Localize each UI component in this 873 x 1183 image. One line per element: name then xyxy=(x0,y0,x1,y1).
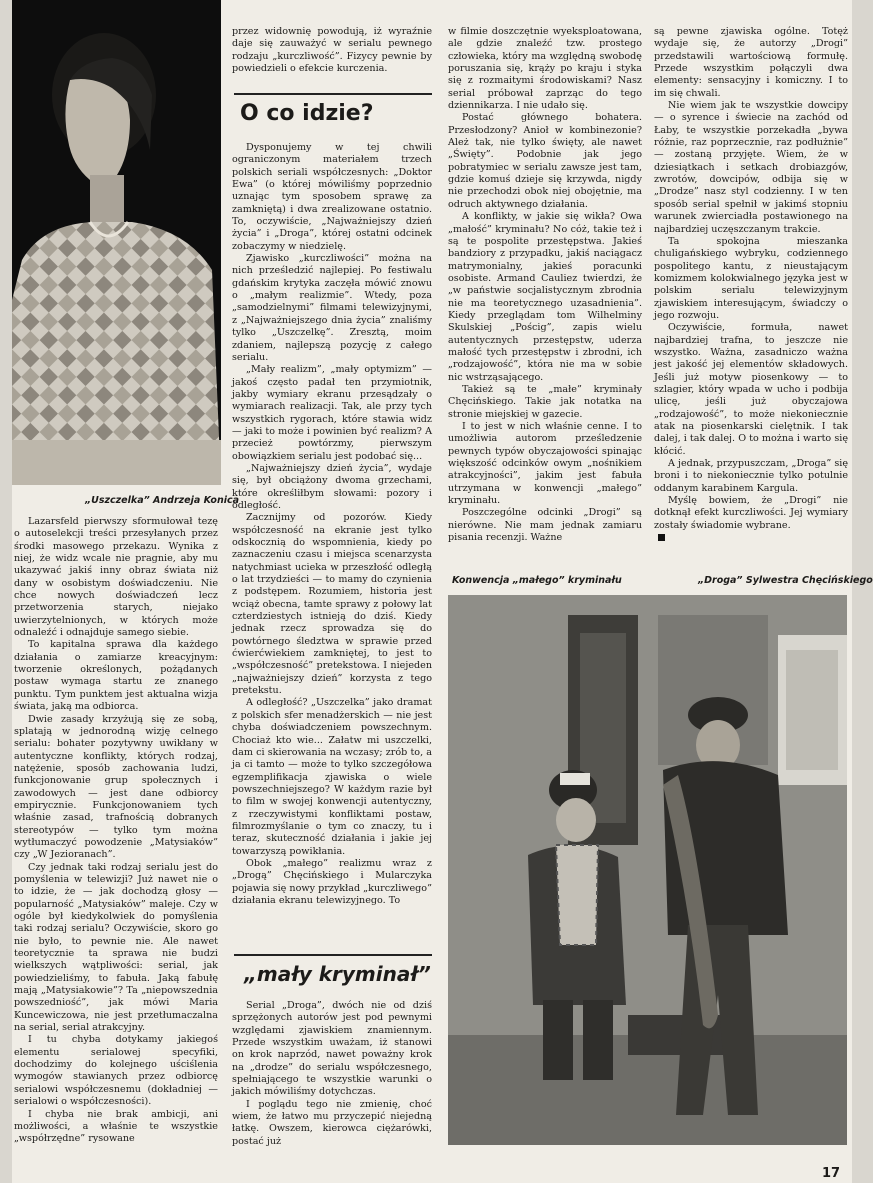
paragraph: Czy jednak taki rodzaj serialu jest do pomyślenia w telewizji? Już nawet nie o to idzie, że — jak dochodzą głosy — popularność „Matysiaków” maleje. Czy w ogóle był kiedykolwiek do pomyślenia taki rodzaj serialu? Oczywiście, skoro go nie było, to pewnie nie. Ale nawet teoretycznie ta sprawa nie budzi wielkszych wątpliwości: serial, jak powiedzieliśmy, to fabuła. Jaką fabułę mają „Matysiakowie”? Ta „niepowszednia powszedniość”, jak mówi Maria Kuncewiczowa, nie jest przetłumaczalna na serial, serial atrakcyjny. xyxy=(14,861,218,1034)
paragraph: „Mały realizm”, „mały optymizm” — jakoś często padał ten przymiotnik, jakby wymiary ekranu przesądzały o wymiarach realizacji. Tak, ale przy tych wszystkich rygorach, które stawia widz — jaki to może i powinien być realizm? A przecież powtórzmy, pierwszym obowiązkiem serialu jest podobać się... xyxy=(232,364,432,462)
paragraph: Ta spokojna mieszanka chuligańskiego wybryku, codziennego pospolitego kantu, z nieustającym komizmem kolokwialnego języka jest w polskim serialu telewizyjnym zjawiskiem interesującym, świadczy o jego rozwoju. xyxy=(654,235,848,321)
woman-portrait-image xyxy=(12,0,221,485)
heading-rule xyxy=(234,93,432,95)
column-4 xyxy=(654,26,848,544)
paragraph: Myślę bowiem, że „Drogi” nie dotknął efekt kurczliwości. Jej wymiary zostały świadomie wybrane. xyxy=(654,495,848,531)
paragraph: Dwie zasady krzyżują się ze sobą, splatają w jednorodną wizję celnego serialu: bohater pozytywny uwikłany w autentyczne konflikty, których rodzaj, natężenie, sposób zachowania ludzi, funkcjonowanie grup społecznych i zawodowych — jest dane odbiorcy empirycznie. Funkcjonowaniem tych właśnie zasad, trafnością dobranych stereotypów — tylko tym można wytłumaczyć powodzenie „Matysiaków” czy „W Jezioranach”. xyxy=(14,713,218,861)
end-of-article-mark xyxy=(658,534,665,541)
paragraph: To kapitalna sprawa dla każdego działania o zamiarze kreacyjnym: tworzenie określonych, pożądanych postaw wymaga startu ze znanego punktu. Tym punktem jest aktualna wizja świata, jaką ma odbiorca. xyxy=(14,639,218,713)
magazine-page xyxy=(12,0,873,1183)
paragraph: A jednak, przypuszczam, „Droga” się broni i to niekoniecznie tylko potulnie oddanym karabinem Kargula. xyxy=(654,458,848,494)
heading-rule xyxy=(234,954,432,956)
caption-droga: „Droga” Sylwestra Chęcińskiego xyxy=(698,575,873,586)
paragraph: Lazarsfeld pierwszy sformułował tezę o autoselekcji treści przesyłanych przez środki masowego przekazu. Wynika z niej, że widz wcale nie pragnie, aby mu ukazywać jakiś inny obraz świata niż dany w osobistym doświadczeniu. Nie chce nowych doświadczeń lecz przetworzenia starych, niejako uwierzytelnionych, w których może odnaleźć i odnajduje samego siebie. xyxy=(14,516,218,639)
paragraph: A konflikty, w jakie się wikła? Owa „małość” kryminału? No cóż, takie też i są te pospolite przestępstwa. Jakieś bandziory z przypadku, jakiś naciągacz matrymonialny, jakieś poracunki osobiste. Armand Cauliez twierdzi, że „w państwie socjalistycznym zbrodnia nie ma teoretycznego uzasadnienia”. Kiedy przeglądam tom Wilhelminy Skulskiej „Pościg”, zapis wielu autentycznych przestępstw, uderza małość tych przestępstw i zbrodni, ich „rodzajowość”, która nie ma w sobie nic wstrząsającego. xyxy=(448,211,642,383)
paragraph: Postać głównego bohatera. Przesłodzony? Anioł w kombinezonie? Ależ tak, nie tylko święty, ale nawet „Święty”. Podobnie jak jego pobratymiec w serialu zawsze jest tam, gdzie komuś dzieje się krzywda, nigdy nie przechodzi obok niej obojętnie, ma odruch aktywnego działania. xyxy=(448,112,642,210)
paragraph: Nie wiem jak te wszystkie dowcipy — o syrence i świecie na zachód od Łaby, te wszystkie porzekadła „bywa różnie, raz poprzecznie, raz podłużnie” — zostaną przyjęte. Wiem, że w dziesiątkach i setkach drobiazgów, zwrotów, dowcipów, odbija się w „Drodze” nasz styl codzienny. I w ten sposób serial spełnił w jakimś stopniu warunek zwierciadła postawionego na najbardziej uczęszczanym trakcie. xyxy=(654,100,848,235)
paragraph: są pewne zjawiska ogólne. Totęż wydaje się, że autorzy „Drogi” przedstawili wartościową formułę. Przede wszystkim połączyli dwa elementy: sensacyjny i komiczny. I to im się chwali. xyxy=(654,26,848,99)
heading-o-co-idzie: O co idzie? xyxy=(240,101,374,126)
caption-left-photo: „Uszczelka” Andrzeja Konica xyxy=(85,495,240,506)
column-3 xyxy=(448,26,642,544)
column-2-top xyxy=(232,26,432,75)
paragraph: przez widownię powodują, iż wyraźnie daje się zauważyć w serialu pewnego rodzaju „kurczliwość”. Fizycy pewnie by powiedzieli o efekcie kurczenia. xyxy=(232,26,432,75)
two-men-scene-image xyxy=(448,595,847,1145)
paragraph: „Najważniejszy dzień życia”, wydaje się, był obciążony dwoma grzechami, które określiłbym słowami: pozory i odległość. xyxy=(232,462,432,511)
column-1 xyxy=(14,516,218,1146)
paragraph: A odległość? „Uszczelka” jako dramat z polskich sfer menadżerskich — nie jest chyba doświadczeniem powszechnym. Chociaż kto wie... Załatw mi uszczelki, dam ci skierowania na wczasy; zrób to, a ja ci tamto — może to tylko szczegółowa egzemplifikacja zjawiska o wiele powszechniejszego? W każdym razie był to film w swojej konwencji autentyczny, z rzeczywistymi konfliktami postaw, filmrozmyślanie o tym co znaczy, tu i teraz, skuteczność działania i jakie jej towarzyszą powikłania. xyxy=(232,697,432,857)
paragraph: Zjawisko „kurczliwości” można na nich prześledzić najlepiej. Po festiwalu gdańskim krytyka zaczęła mówić znowu o „małym realizmie”. Wtedy, poza „samodzielnymi” filmami telewizyjnymi, z „Najważniejszego dnia życia” znaliśmy tylko „Uszczelkę”. Zresztą, moim zdaniem, najlepszą pozycję z całego serialu. xyxy=(232,253,432,363)
paragraph: Poszczególne odcinki „Drogi” są nierówne. Nie mam jednak zamiaru pisania recenzji. Ważne xyxy=(448,507,642,544)
column-2-mid xyxy=(232,142,432,907)
page-number: 17 xyxy=(822,1166,841,1181)
paragraph: Dysponujemy w tej chwili ograniczonym materiałem trzech polskich seriali współczesnych: „Doktor Ewa” (o której mówiliśmy poprzednio uznając tym sposobem sprawę za zamkniętą) i dwa zrealizowane ostatnio. To, oczywiście, „Najważniejszy dzień życia” i „Droga”, której ostatni odcinek zobaczymy w niedzielę. xyxy=(232,142,432,252)
paragraph: Oczywiście, formuła, nawet najbardziej trafna, to jeszcze nie wszystko. Ważna, zasadniczo ważna jest jakość jej elementów składowych. Jeśli już motyw piosenkowy — to szlagier, który wpada w ucho i podbija ulicę, jeśli już obyczajowa „rodzajowość”, to może niekoniecznie atak na piosenkarski cielętnik. I tak dalej, i tak dalej. O to można i warto się kłócić. xyxy=(654,322,848,457)
heading-maly-kryminal: „mały kryminał” xyxy=(244,962,431,986)
column-2-bottom xyxy=(232,1000,432,1148)
paragraph: w filmie doszczętnie wyeksploatowana, ale gdzie znaleźć tzw. prostego człowieka, który ma względną swobodę poruszania się, krąży po kraju i styka się z rozmaitymi środowiskami? Nasz serial próbował zaprząc do tego dziennikarza. I nie udało się. xyxy=(448,26,642,112)
paragraph: Obok „małego” realizmu wraz z „Drogą” Chęcińskiego i Mularczyka pojawia się nowy przykład „kurczliwego” działania ekranu telewizyjnego. To xyxy=(232,857,432,906)
photo-droga xyxy=(448,595,847,1145)
paragraph: Takież są te „małe” kryminały Chęcińskiego. Takie jak notatka na stronie miejskiej w gazecie. xyxy=(448,383,642,420)
paragraph: I tu chyba dotykamy jakiegoś elementu serialowej specyfiki, dochodzimy do kolejnego uściślenia wymogów stawianych przez odbiorcę serialowi współczesnemu (dokładniej — serialowi o współczesności). xyxy=(14,1034,218,1108)
caption-konwencja: Konwencja „małego” kryminału xyxy=(452,575,622,586)
paragraph: I to jest w nich właśnie cenne. I to umożliwia autorom prześledzenie pewnych typów obyczajowości spinając większość odcinków owym „nośnikiem atrakcyjności”, jakim jest fabuła utrzymana w konwencji „małego” kryminału. xyxy=(448,421,642,507)
paragraph: I poglądu tego nie zmienię, choć wiem, że łatwo mu przyczepić niejedną łatkę. Owszem, kierowca ciężarówki, postać już xyxy=(232,1098,432,1147)
photo-uszczelka xyxy=(12,0,221,485)
paragraph: Serial „Droga”, dwóch nie od dziś sprzężonych autorów jest pod pewnymi względami zjawiskiem znamiennym. Przede wszystkim uważam, iż stanowi on krok naprzód, nawet poważny krok na „drodze” do serialu współczesnego, spełniającego te wszystkie warunki o jakich mówiliśmy dotychczas. xyxy=(232,1000,432,1098)
paragraph: I chyba nie brak ambicji, ani możliwości, a właśnie te wszystkie „współrzędne” rysowane xyxy=(14,1108,218,1145)
paragraph: Zacznijmy od pozorów. Kiedy współczesność na ekranie jest tylko odskocznią do wspomnienia, kiedy po zaznaczeniu czasu i miejsca scenarzysta natychmiast ucieka w przeszłość odległą o lat trzydzieści — to mamy do czynienia z podstępem. Rozumiem, historia jest wciąż obecna, tamte sprawy z połowy lat czterdziestych istnieją do dziś. Kiedy jednak rzecz sprowadza się do powtórnego śledztwa w sprawie przed ćwierćwiekiem zamkniętej, to jest to „współczesność” pretekstowa. I niejeden „najważniejszy dzień” korzysta z tego pretekstu. xyxy=(232,512,432,697)
